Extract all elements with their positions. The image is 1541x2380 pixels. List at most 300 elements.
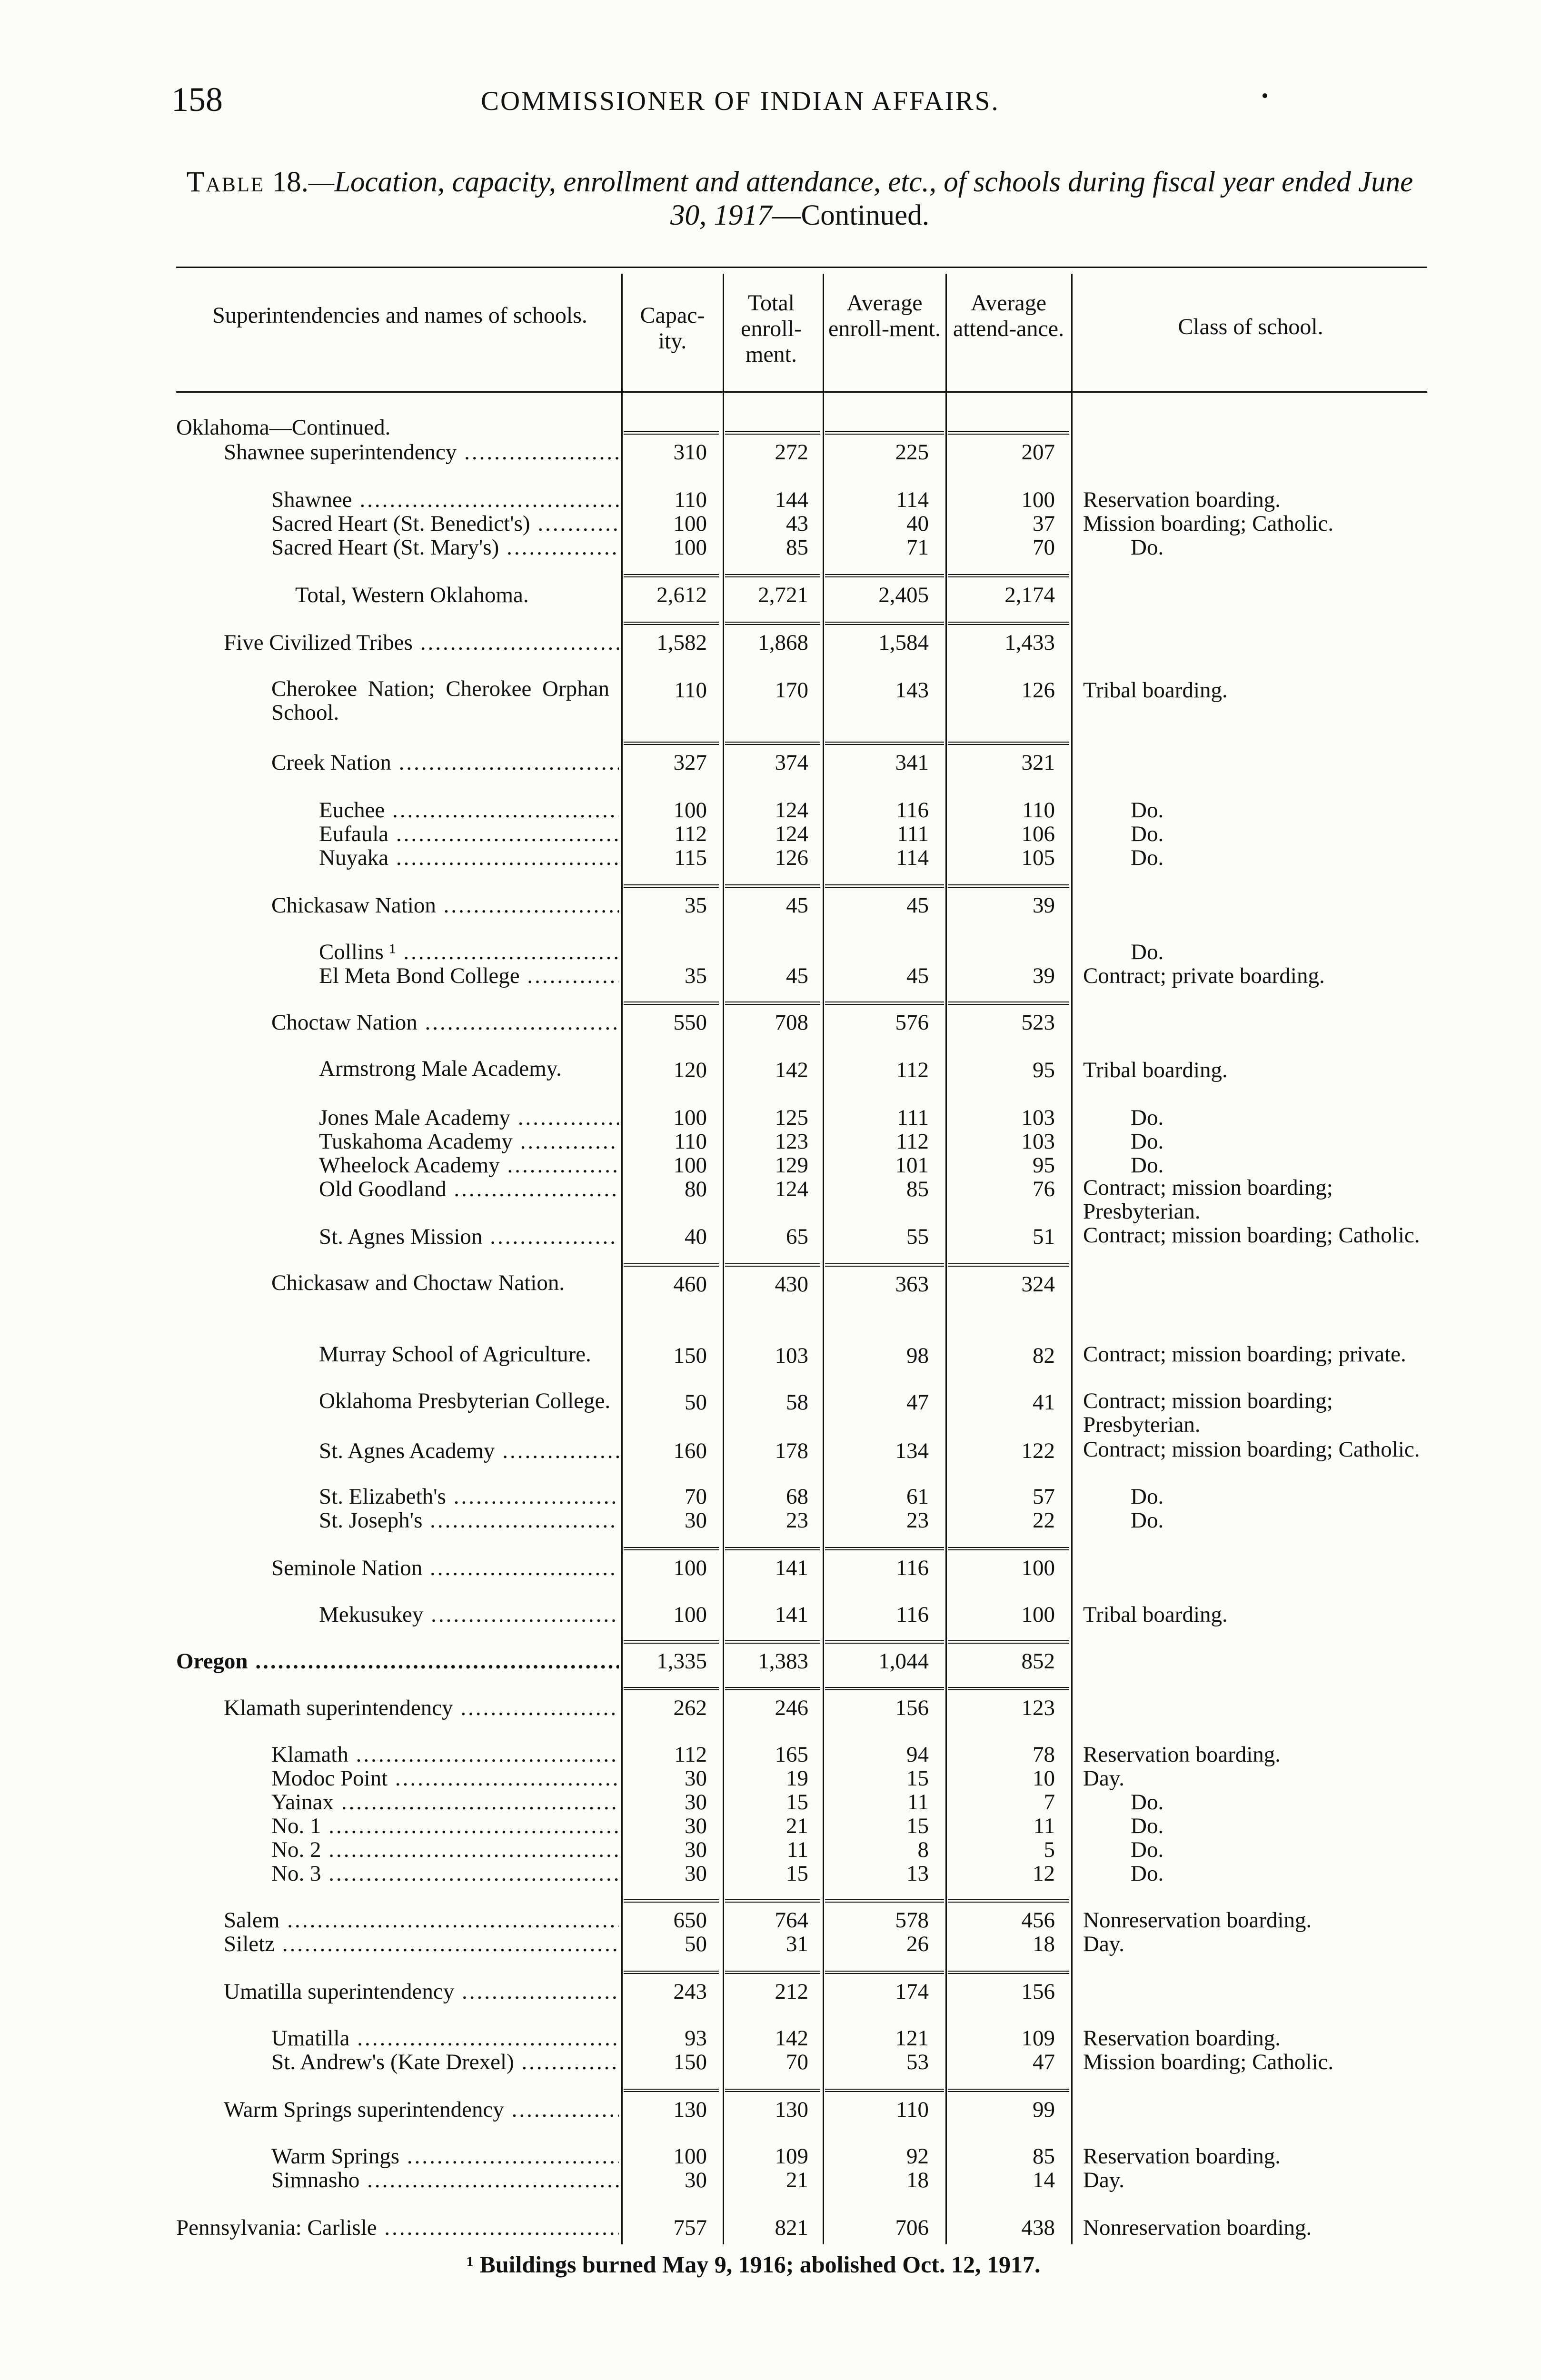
cell-cap: 35	[685, 893, 707, 918]
subtotal-rule	[825, 1971, 944, 1974]
cell-cap: 40	[685, 1224, 707, 1249]
school-name: No. 3 .....	[271, 1860, 619, 1887]
cell-cap: 110	[674, 487, 707, 512]
cell-att: 39	[1033, 963, 1055, 988]
cell-avg: 15	[906, 1814, 929, 1838]
subtotal-rule	[624, 884, 719, 888]
cell-avg: 45	[906, 963, 929, 988]
cell-att: 99	[1033, 2097, 1055, 2122]
school-name: Yainax .....	[271, 1789, 619, 1815]
school-class: Do.	[1131, 845, 1164, 870]
cell-cap: 150	[673, 1343, 707, 1368]
cell-cap: 30	[685, 1837, 707, 1862]
subtotal-rule	[725, 2089, 820, 2092]
cell-att: 95	[1033, 1153, 1055, 1178]
cell-cap: 30	[685, 1508, 707, 1533]
cell-tot: 45	[786, 963, 808, 988]
school-class: Reservation boarding.	[1083, 487, 1281, 512]
school-class: Contract; mission boarding; Presbyterian.	[1083, 1388, 1333, 1437]
cell-tot: 708	[775, 1010, 808, 1035]
cell-avg: 363	[895, 1272, 929, 1297]
cell-avg: 114	[896, 487, 929, 512]
cell-cap: 1,335	[656, 1649, 707, 1674]
school-class: Day.	[1083, 1766, 1125, 1791]
subtotal-rule	[624, 1547, 719, 1550]
cell-tot: 1,383	[758, 1649, 808, 1674]
school-name: Simnasho .....	[271, 2167, 619, 2193]
cell-avg: 47	[906, 1390, 929, 1415]
cell-avg	[825, 939, 929, 965]
cell-tot: 123	[775, 1129, 808, 1154]
cell-cap: 2,612	[656, 583, 707, 607]
cell-cap: 100	[673, 535, 707, 560]
cell-att: 47	[1033, 2050, 1055, 2074]
school-name: Murray School of Agriculture.	[319, 1342, 591, 1367]
subtotal-rule	[948, 884, 1069, 888]
cell-avg: 55	[906, 1224, 929, 1249]
cell-att: 106	[1021, 822, 1055, 846]
school-name: Pennsylvania: Carlisle .....	[176, 2214, 619, 2241]
subtotal-rule	[825, 1899, 944, 1903]
cell-cap: 30	[685, 1766, 707, 1791]
cell-tot: 212	[775, 1979, 808, 2004]
school-name: Shawnee .....	[271, 486, 619, 513]
school-class: Do.	[1131, 1508, 1164, 1533]
cell-att: 109	[1021, 2026, 1055, 2051]
cell-cap: 112	[674, 822, 707, 846]
cell-avg: 23	[906, 1508, 929, 1533]
school-name: Oregon .....	[176, 1648, 619, 1675]
school-class: Do.	[1131, 1790, 1164, 1815]
cell-att: 103	[1021, 1105, 1055, 1130]
cell-att: 12	[1033, 1861, 1055, 1886]
cell-avg: 341	[895, 750, 929, 775]
cell-tot: 21	[786, 2168, 808, 2192]
cell-avg: 116	[896, 1602, 929, 1627]
school-name: El Meta Bond College .....	[319, 962, 619, 989]
school-class: Contract; mission boarding; Catholic.	[1083, 1223, 1420, 1248]
cell-tot: 142	[775, 2026, 808, 2051]
school-name: St. Agnes Mission .....	[319, 1223, 619, 1250]
cell-avg: 45	[906, 893, 929, 918]
cell-avg: 92	[906, 2144, 929, 2169]
school-name: Mekusukey .....	[319, 1601, 619, 1628]
cell-att: 82	[1033, 1343, 1055, 1368]
cell-cap: 80	[685, 1177, 707, 1201]
cell-avg: 112	[896, 1058, 929, 1082]
table-number: 18.	[272, 166, 308, 198]
school-name: Warm Springs superintendency .....	[224, 2096, 619, 2123]
school-name: Cherokee Nation; Cherokee Orphan School.	[271, 676, 609, 725]
cell-tot: 130	[775, 2097, 808, 2122]
cell-tot: 65	[786, 1224, 808, 1249]
cell-tot: 2,721	[758, 583, 808, 607]
school-name: Shawnee superintendency .....	[224, 439, 619, 466]
cell-cap: 35	[685, 963, 707, 988]
subtotal-rule	[948, 2089, 1069, 2092]
cell-att: 126	[1021, 678, 1055, 703]
cell-att: 11	[1033, 1814, 1055, 1838]
cell-att: 7	[1044, 1790, 1055, 1815]
cell-tot: 124	[775, 1177, 808, 1201]
cell-att: 523	[1021, 1010, 1055, 1035]
column-header-class: Class of school.	[1178, 314, 1323, 339]
cell-avg: 225	[895, 440, 929, 465]
cell-att: 852	[1021, 1649, 1055, 1674]
school-name: Sacred Heart (St. Mary's) .....	[271, 534, 619, 561]
column-header-capacity: Capac-ity.	[640, 303, 705, 354]
cell-tot: 142	[775, 1058, 808, 1082]
cell-tot: 103	[775, 1343, 808, 1368]
subtotal-rule	[725, 431, 820, 435]
cell-att: 18	[1033, 1932, 1055, 1956]
cell-tot: 70	[786, 2050, 808, 2074]
subtotal-rule	[725, 1687, 820, 1690]
cell-avg: 116	[896, 798, 929, 823]
cell-avg: 1,044	[878, 1649, 929, 1674]
page-number: 158	[171, 80, 223, 119]
column-rule	[1071, 274, 1073, 2244]
cell-tot: 141	[775, 1556, 808, 1580]
subtotal-rule	[624, 1687, 719, 1690]
column-header-average-attendance: Average attend-ance.	[953, 290, 1064, 341]
cell-tot: 124	[775, 798, 808, 823]
column-rule	[723, 274, 724, 2244]
subtotal-rule	[825, 1640, 944, 1644]
cell-avg: 94	[906, 1742, 929, 1767]
school-class: Contract; mission boarding; Presbyterian.	[1083, 1175, 1333, 1224]
cell-att	[948, 414, 1055, 441]
cell-cap: 30	[685, 2168, 707, 2192]
cell-cap: 50	[685, 1932, 707, 1956]
cell-avg: 15	[906, 1766, 929, 1791]
cell-tot: 430	[775, 1272, 808, 1297]
scan-speck	[1263, 93, 1267, 98]
subtotal-rule	[725, 742, 820, 745]
cell-att: 438	[1021, 2215, 1055, 2240]
cell-tot: 109	[775, 2144, 808, 2169]
cell-att: 57	[1033, 1484, 1055, 1509]
cell-tot: 124	[775, 822, 808, 846]
subtotal-rule	[624, 1899, 719, 1903]
cell-cap: 100	[673, 2144, 707, 2169]
school-name: Tuskahoma Academy .....	[319, 1128, 619, 1155]
subtotal-rule	[825, 574, 944, 577]
cell-att: 105	[1021, 845, 1055, 870]
cell-avg: 53	[906, 2050, 929, 2074]
cell-cap: 100	[673, 1153, 707, 1178]
cell-tot: 821	[775, 2215, 808, 2240]
table-header-rule	[176, 391, 1427, 393]
subtotal-rule	[825, 622, 944, 625]
cell-avg: 98	[906, 1343, 929, 1368]
cell-cap: 112	[674, 1742, 707, 1767]
cell-cap: 150	[673, 2050, 707, 2074]
cell-att: 39	[1033, 893, 1055, 918]
cell-tot	[725, 414, 808, 441]
cell-att: 22	[1033, 1508, 1055, 1533]
column-header-total-enrollment: Total enroll-ment.	[741, 290, 802, 367]
school-name: St. Andrew's (Kate Drexel) .....	[271, 2049, 619, 2075]
cell-att: 103	[1021, 1129, 1055, 1154]
school-class: Do.	[1131, 1484, 1164, 1509]
school-name: Salem .....	[224, 1907, 619, 1934]
school-class: Do.	[1131, 822, 1164, 846]
subtotal-rule	[825, 1547, 944, 1550]
cell-cap: 100	[673, 511, 707, 536]
subtotal-rule	[624, 574, 719, 577]
cell-avg: 578	[895, 1908, 929, 1933]
cell-att: 78	[1033, 1742, 1055, 1767]
column-rule	[823, 274, 824, 2244]
cell-att: 321	[1021, 750, 1055, 775]
school-class: Contract; mission boarding; private.	[1083, 1342, 1406, 1367]
cell-tot: 272	[775, 440, 808, 465]
subtotal-rule	[948, 431, 1069, 435]
cell-att: 10	[1033, 1766, 1055, 1791]
school-name: Modoc Point .....	[271, 1765, 619, 1792]
cell-cap: 30	[685, 1790, 707, 1815]
cell-cap: 30	[685, 1814, 707, 1838]
school-class: Contract; private boarding.	[1083, 963, 1325, 988]
subtotal-rule	[948, 1899, 1069, 1903]
subtotal-rule	[624, 1002, 719, 1005]
school-name: Oklahoma Presbyterian College.	[319, 1388, 611, 1413]
subtotal-rule	[725, 1899, 820, 1903]
subtotal-rule	[725, 1002, 820, 1005]
cell-cap: 460	[673, 1272, 707, 1297]
school-class: Reservation boarding.	[1083, 1742, 1281, 1767]
school-name: Warm Springs .....	[271, 2143, 619, 2170]
cell-att: 100	[1021, 1602, 1055, 1627]
cell-avg: 134	[895, 1438, 929, 1463]
school-name: Klamath .....	[271, 1741, 619, 1768]
school-name: Armstrong Male Academy.	[319, 1056, 562, 1081]
cell-tot: 45	[786, 893, 808, 918]
cell-tot	[725, 939, 808, 965]
cell-cap: 120	[673, 1058, 707, 1082]
cell-cap: 100	[673, 1602, 707, 1627]
cell-cap: 115	[674, 845, 707, 870]
cell-avg: 85	[906, 1177, 929, 1201]
cell-att: 51	[1033, 1224, 1055, 1249]
cell-avg: 2,405	[878, 583, 929, 607]
school-class: Do.	[1131, 1105, 1164, 1130]
subtotal-rule	[624, 622, 719, 625]
cell-cap: 160	[673, 1438, 707, 1463]
subtotal-rule	[825, 1002, 944, 1005]
subtotal-rule	[948, 1547, 1069, 1550]
cell-att: 207	[1021, 440, 1055, 465]
school-class: Nonreservation boarding.	[1083, 2215, 1312, 2240]
table-label: Table	[186, 166, 265, 198]
cell-avg: 576	[895, 1010, 929, 1035]
subtotal-rule	[948, 622, 1069, 625]
cell-avg: 8	[917, 1837, 929, 1862]
cell-cap: 30	[685, 1861, 707, 1886]
cell-tot: 178	[775, 1438, 808, 1463]
cell-cap: 757	[673, 2215, 707, 2240]
cell-avg: 121	[895, 2026, 929, 2051]
cell-cap: 650	[673, 1908, 707, 1933]
school-class: Tribal boarding.	[1083, 1058, 1228, 1082]
cell-tot: 15	[786, 1861, 808, 1886]
cell-att: 1,433	[1004, 630, 1055, 655]
table-caption: —Location, capacity, enrollment and attendance, etc., of schools during fiscal year ended June 30, 1917	[308, 166, 1413, 231]
school-class: Tribal boarding.	[1083, 1602, 1228, 1627]
school-name: Five Civilized Tribes .....	[224, 629, 619, 656]
cell-avg: 174	[895, 1979, 929, 2004]
cell-avg: 114	[896, 845, 929, 870]
cell-cap: 50	[685, 1390, 707, 1415]
cell-avg: 116	[896, 1556, 929, 1580]
table-continued: —Continued.	[772, 199, 929, 231]
subtotal-rule	[825, 2089, 944, 2092]
cell-tot: 125	[775, 1105, 808, 1130]
school-name: Siletz .....	[224, 1931, 619, 1957]
cell-tot: 1,868	[758, 630, 808, 655]
column-header-name: Superintendencies and names of schools.	[212, 303, 587, 328]
school-name: St. Elizabeth's .....	[319, 1483, 619, 1510]
subtotal-rule	[725, 574, 820, 577]
subtotal-rule	[825, 1687, 944, 1690]
cell-avg: 143	[895, 678, 929, 703]
cell-tot: 764	[775, 1908, 808, 1933]
school-name: Chickasaw and Choctaw Nation.	[271, 1270, 565, 1295]
school-name: St. Agnes Academy .....	[319, 1438, 619, 1464]
cell-att: 2,174	[1004, 583, 1055, 607]
school-name: Collins ¹ .....	[319, 939, 619, 965]
school-name: Wheelock Academy .....	[319, 1152, 619, 1179]
cell-att: 456	[1021, 1908, 1055, 1933]
cell-cap: 93	[685, 2026, 707, 2051]
school-class: Do.	[1131, 940, 1164, 964]
subtotal-rule	[948, 1640, 1069, 1644]
cell-att: 85	[1033, 2144, 1055, 2169]
cell-avg: 112	[896, 1129, 929, 1154]
cell-att: 41	[1033, 1390, 1055, 1415]
subtotal-rule	[948, 1687, 1069, 1690]
cell-avg: 111	[896, 1105, 929, 1130]
school-name: Klamath superintendency .....	[224, 1695, 619, 1721]
cell-tot: 126	[775, 845, 808, 870]
cell-tot: 19	[786, 1766, 808, 1791]
cell-avg: 40	[906, 511, 929, 536]
school-name: St. Joseph's .....	[319, 1507, 619, 1534]
school-name: Eufaula .....	[319, 821, 619, 847]
subtotal-rule	[948, 574, 1069, 577]
subtotal-rule	[624, 2089, 719, 2092]
cell-cap: 243	[673, 1979, 707, 2004]
cell-att: 100	[1021, 487, 1055, 512]
subtotal-rule	[948, 1002, 1069, 1005]
school-name: Creek Nation .....	[271, 749, 619, 776]
cell-avg: 111	[896, 822, 929, 846]
school-name: No. 1 .....	[271, 1813, 619, 1839]
subtotal-rule	[725, 1263, 820, 1267]
cell-tot: 11	[786, 1837, 808, 1862]
school-class: Mission boarding; Catholic.	[1083, 2050, 1334, 2074]
cell-cap: 110	[674, 678, 707, 703]
school-class: Do.	[1131, 798, 1164, 823]
subtotal-rule	[624, 431, 719, 435]
school-name: Choctaw Nation .....	[271, 1009, 619, 1036]
school-class: Do.	[1131, 1814, 1164, 1838]
subtotal-rule	[948, 1263, 1069, 1267]
cell-tot: 15	[786, 1790, 808, 1815]
column-rule	[945, 274, 947, 2244]
cell-avg: 61	[906, 1484, 929, 1509]
cell-cap	[624, 939, 707, 965]
subtotal-rule	[825, 1263, 944, 1267]
table-top-rule	[176, 267, 1427, 268]
cell-tot: 374	[775, 750, 808, 775]
school-name: Jones Male Academy .....	[319, 1104, 619, 1131]
subtotal-rule	[624, 1971, 719, 1974]
school-name: Umatilla .....	[271, 2025, 619, 2052]
school-name: Nuyaka .....	[319, 844, 619, 871]
cell-avg: 156	[895, 1696, 929, 1720]
cell-cap: 1,582	[656, 630, 707, 655]
column-rule	[621, 274, 623, 2244]
cell-avg: 26	[906, 1932, 929, 1956]
subtotal-rule	[825, 431, 944, 435]
school-class: Tribal boarding.	[1083, 678, 1228, 703]
table-title	[171, 166, 1428, 232]
cell-att	[948, 939, 1055, 965]
cell-tot: 85	[786, 535, 808, 560]
school-class: Day.	[1083, 1932, 1125, 1956]
school-class: Mission boarding; Catholic.	[1083, 511, 1334, 536]
school-name: Total, Western Oklahoma.	[295, 583, 529, 607]
cell-tot: 21	[786, 1814, 808, 1838]
cell-att: 100	[1021, 1556, 1055, 1580]
cell-avg: 101	[895, 1153, 929, 1178]
cell-cap: 70	[685, 1484, 707, 1509]
subtotal-rule	[948, 1971, 1069, 1974]
cell-tot: 141	[775, 1602, 808, 1627]
school-class: Day.	[1083, 2168, 1125, 2192]
cell-tot: 23	[786, 1508, 808, 1533]
running-head: COMMISSIONER OF INDIAN AFFAIRS.	[481, 86, 1000, 116]
cell-att: 156	[1021, 1979, 1055, 2004]
cell-cap: 310	[673, 440, 707, 465]
cell-cap: 550	[673, 1010, 707, 1035]
cell-cap: 100	[673, 1556, 707, 1580]
cell-att: 95	[1033, 1058, 1055, 1082]
cell-tot: 246	[775, 1696, 808, 1720]
cell-avg: 1,584	[878, 630, 929, 655]
cell-att: 76	[1033, 1177, 1055, 1201]
column-header-average-enrollment: Average enroll-ment.	[828, 290, 941, 341]
cell-att: 123	[1021, 1696, 1055, 1720]
cell-avg: 13	[906, 1861, 929, 1886]
subtotal-rule	[624, 1640, 719, 1644]
school-name: Seminole Nation .....	[271, 1555, 619, 1581]
school-name: Oklahoma—Continued.	[176, 415, 391, 440]
school-class: Reservation boarding.	[1083, 2026, 1281, 2051]
school-class: Do.	[1131, 1861, 1164, 1886]
school-class: Do.	[1131, 1837, 1164, 1862]
cell-att: 324	[1021, 1272, 1055, 1297]
cell-cap: 262	[673, 1696, 707, 1720]
school-class: Do.	[1131, 1153, 1164, 1178]
cell-att: 122	[1021, 1438, 1055, 1463]
cell-tot: 58	[786, 1390, 808, 1415]
subtotal-rule	[725, 884, 820, 888]
cell-cap	[624, 414, 707, 441]
subtotal-rule	[725, 1971, 820, 1974]
